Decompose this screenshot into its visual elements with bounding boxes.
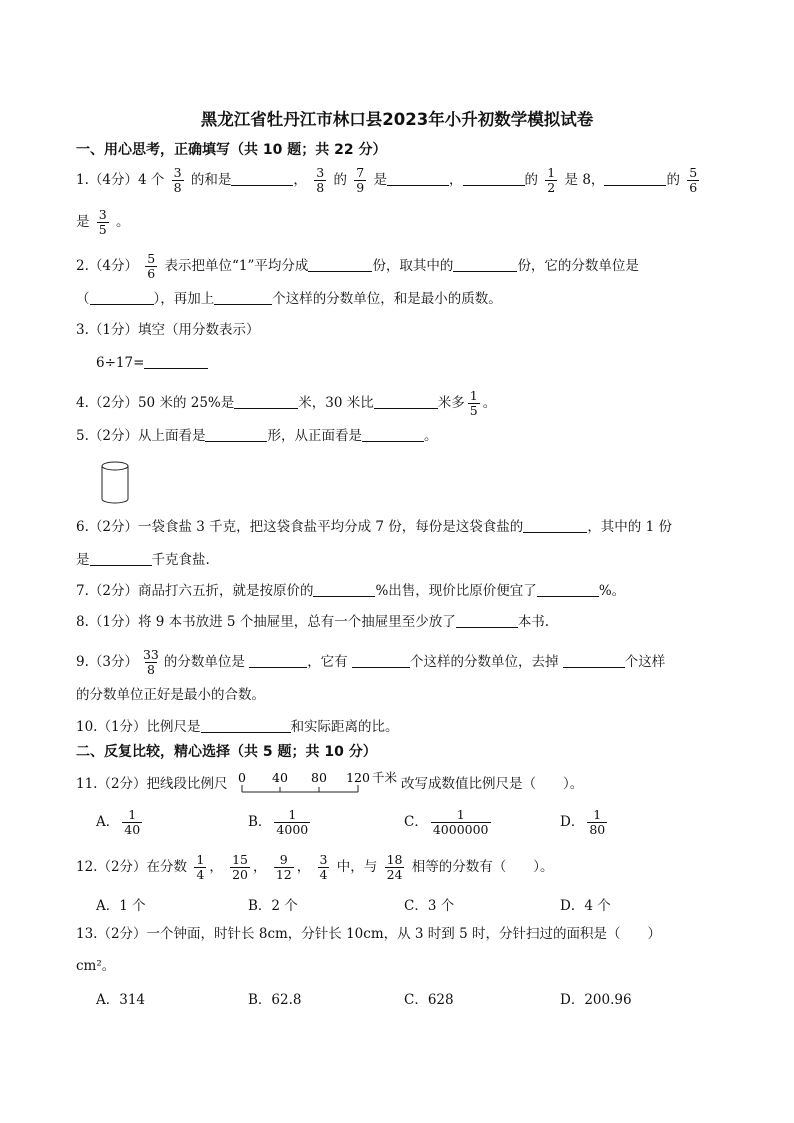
q6-text-b: ，其中的 1 份 [587,519,672,535]
q4-text-a: 4.（2分）50 米的 25%是 [76,395,235,411]
question-4 [76,389,496,418]
option-b[interactable] [248,808,313,837]
q12-sep: ， [209,859,223,875]
q1-text-l: 。 [116,214,130,230]
q2-text-b: 表示把单位“1”平均分成 [164,258,309,274]
q12-sep: ， [296,859,311,875]
option-a[interactable]: A．314 [96,992,146,1008]
fraction: $\frac{3}{4}$ [319,852,328,882]
fraction: $\frac{1}{80}$ [589,807,606,837]
option-letter: C． [404,814,428,830]
answer-blank[interactable] [463,171,525,186]
q7-text-b: %出售，现价比原价便宜了 [375,583,537,599]
answer-blank[interactable] [362,427,424,442]
question-9 [76,648,665,677]
question-7 [76,582,625,600]
answer-blank[interactable] [523,518,587,533]
q3-text-b: 6÷17= [96,355,145,371]
fraction: $\frac{18}{24}$ [386,852,403,882]
option-b[interactable]: B．2 个 [248,898,298,914]
fraction: $\frac{3}{8}$ [173,165,182,195]
q2-text-a: 2.（4分） [76,258,138,274]
q5-text-c: 。 [423,428,438,444]
question-6-cont [76,551,210,569]
q2-text-f: ），再加上 [153,291,215,307]
option-c[interactable]: C．628 [404,992,454,1008]
question-10 [76,718,399,736]
answer-blank[interactable] [604,171,666,186]
q1-text-d: 的 [333,172,347,188]
option-d[interactable]: D．4 个 [560,898,611,914]
answer-blank[interactable] [313,582,375,597]
answer-blank[interactable] [456,613,518,628]
page-title: 黑龙江省牡丹江市林口县2023年小升初数学模拟试卷 [200,110,594,129]
fraction: $\frac{3}{5}$ [98,207,107,237]
fraction: $\frac{1}{4000000}$ [432,807,489,837]
answer-blank[interactable] [205,427,267,442]
fraction: $\frac{1}{40}$ [124,807,141,837]
question-3: 3.（1分）填空（用分数表示） [76,322,260,338]
option-c[interactable]: C．3 个 [404,898,455,914]
question-11 [76,775,228,793]
answer-blank[interactable] [249,653,307,668]
q2-text-c: 份，取其中的 [372,258,454,274]
option-a[interactable]: A．1 个 [96,898,146,914]
q7-text-a: 7.（2分）商品打六五折，就是按原价的 [76,583,314,599]
option-b[interactable]: B．62.8 [248,992,302,1008]
question-2-cont [76,290,502,308]
q1-sep2: ， [449,172,463,188]
question-3-expr [96,354,208,372]
option-letter: B． [248,814,272,830]
q1-text-b: 的和是 [190,172,232,188]
answer-blank[interactable] [563,653,625,668]
option-a[interactable] [96,808,145,837]
option-letter: A． [96,814,120,830]
q1-text-j: 的 [666,172,680,188]
q1-text-h: 的 [524,172,538,188]
q4-text-c: 米多 [437,395,465,411]
option-d[interactable] [560,808,610,837]
question-13: 13.（2分）一个钟面，时针长 8cm，分针长 10cm，从 3 时到 5 时，分针扫过的面积是（ ） [76,926,661,942]
question-12 [76,853,554,882]
question-1-cont [76,208,130,237]
answer-blank[interactable] [214,290,272,305]
scale-label: 120 [346,770,370,785]
answer-blank[interactable] [231,171,293,186]
q6-text-d: 千克食盐. [151,552,210,568]
fraction: $\frac{1}{4}$ [196,852,205,882]
question-2 [76,252,639,281]
section-1-heading: 一、用心思考，正确填写（共 10 题；共 22 分） [76,142,387,158]
q1-text-e: 是 [373,172,387,188]
q5-text-a: 5.（2分）从上面看是 [76,428,206,444]
q1-text-k: 是 [76,214,90,230]
question-5 [76,427,437,445]
fraction: $\frac{1}{5}$ [469,388,478,418]
option-d[interactable]: D．200.96 [560,992,632,1008]
option-letter: D． [560,814,585,830]
fraction: $\frac{1}{2}$ [547,165,556,195]
fraction: $\frac{15}{20}$ [232,852,249,882]
answer-blank[interactable] [387,171,449,186]
q1-text-i: 是 8， [564,172,605,188]
q11-text-a: 11.（2分）把线段比例尺 [76,776,228,792]
q2-text-e: （ [76,291,90,307]
fraction: $\frac{5}{6}$ [147,251,156,281]
scale-label: 40 [272,770,288,785]
q9-text-d: 个这样的分数单位，去掉 [409,654,559,670]
q2-text-d: 份，它的分数单位是 [517,258,639,274]
section-2-heading: 二、反复比较，精心选择（共 5 题；共 10 分） [76,744,377,760]
q2-text-g: 个这样的分数单位，和是最小的质数。 [272,291,502,307]
q12-sep: ， [253,859,267,875]
line-scale-figure [236,770,426,798]
q12-text-b: 中，与 [336,859,378,875]
fraction: $\frac{33}{8}$ [142,647,159,677]
question-13-cont: cm²。 [76,958,116,974]
q1-text-a: 1.（4分）4 个 [76,172,165,188]
q10-text-a: 10.（1分）比例尺是 [76,719,201,735]
answer-blank[interactable] [144,354,208,369]
answer-blank[interactable] [374,394,438,409]
q9-text-b: 的分数单位是 [163,654,245,670]
scale-unit: 千米 [372,770,398,785]
question-11-cont: 改写成数值比例尺是（ ）。 [401,776,584,792]
q6-text-a: 6.（2分）一袋食盐 3 千克，把这袋食盐平均分成 7 份，每份是这袋食盐的 [76,519,524,535]
option-c[interactable] [404,808,494,837]
q9-text-a: 9.（3分） [76,654,138,670]
answer-blank[interactable] [90,551,152,566]
answer-blank[interactable] [234,394,298,409]
answer-blank[interactable] [90,290,154,305]
q9-text-e: 个这样 [624,654,666,670]
answer-blank[interactable] [308,257,372,272]
q6-text-c: 是 [76,552,90,568]
q10-text-b: 和实际距离的比。 [290,719,399,735]
fraction: $\frac{3}{8}$ [316,165,325,195]
q5-text-b: 形，从正面看是 [267,428,362,444]
fraction: $\frac{7}{9}$ [356,165,365,195]
q4-text-d: 。 [482,395,497,411]
fraction: $\frac{9}{12}$ [275,852,292,882]
answer-blank[interactable] [201,718,291,733]
question-9-cont: 的分数单位正好是最小的合数。 [76,687,265,703]
fraction: $\frac{1}{4000}$ [276,807,309,837]
q12-text-c: 相等的分数有（ ）。 [411,859,554,875]
q12-text-a: 12.（2分）在分数 [76,859,188,875]
q8-text-a: 8.（1分）将 9 本书放进 5 个抽屉里，总有一个抽屉里至少放了 [76,614,456,630]
question-8 [76,613,549,631]
q1-sep: ， [293,172,307,188]
scale-label: 80 [311,770,327,785]
q7-text-c: %。 [598,583,626,599]
answer-blank[interactable] [453,257,517,272]
cylinder-figure [99,460,131,506]
answer-blank[interactable] [537,582,599,597]
question-6 [76,518,672,536]
q9-text-c: ，它有 [307,654,348,670]
fraction: $\frac{5}{6}$ [689,165,698,195]
answer-blank[interactable] [352,653,410,668]
q8-text-b: 本书. [517,614,550,630]
q4-text-b: 米，30 米比 [298,395,374,411]
scale-label: 0 [238,770,246,785]
question-1 [76,166,702,195]
